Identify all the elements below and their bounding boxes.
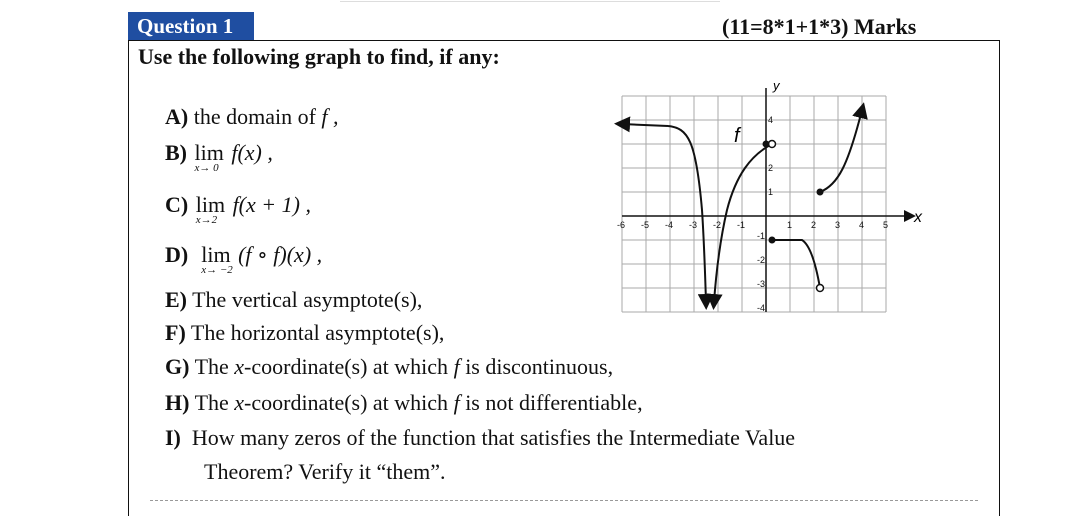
x-tick-label: -6 <box>617 220 626 230</box>
function-label: f <box>734 125 740 147</box>
function-graph <box>606 80 926 330</box>
item-b: B) lim x→ 0 f(x) , <box>165 140 273 174</box>
x-tick-label: 3 <box>835 220 841 230</box>
x-tick-label: -2 <box>713 220 722 230</box>
item-g: G) The x-coordinate(s) at which f is discontinuous, <box>165 354 614 379</box>
y-tick-label: 4 <box>768 115 774 125</box>
item-f: F) The horizontal asymptote(s), <box>165 320 445 345</box>
item-i: I) How many zeros of the function that satisfies the Intermediate Value <box>165 425 796 450</box>
x-tick-label: 1 <box>787 220 793 230</box>
grid <box>622 96 889 312</box>
x-tick-label: 4 <box>859 220 865 230</box>
curve-left-branch <box>668 126 706 302</box>
closed-point <box>763 141 770 148</box>
open-point <box>817 285 824 292</box>
item-h: H) The x-coordinate(s) at which f is not differentiable, <box>165 390 643 415</box>
bottom-rule <box>150 500 978 501</box>
curve-right-branch <box>820 110 862 192</box>
closed-point <box>817 189 824 196</box>
x-tick-label: -3 <box>689 220 698 230</box>
item-c: C) lim x→2 f(x + 1) , <box>165 192 311 226</box>
x-tick-label: -1 <box>737 220 746 230</box>
x-tick-label: -4 <box>665 220 674 230</box>
y-axis-label: y <box>773 80 780 93</box>
marks-label: (11=8*1+1*3) Marks <box>722 14 917 39</box>
closed-point <box>769 237 776 244</box>
question-badge: Question 1 <box>128 12 254 40</box>
item-a: A) the domain of f , <box>165 104 339 129</box>
item-d: D) lim x→ −2 (f ∘ f)(x) , <box>165 242 323 276</box>
y-tick-label: -1 <box>757 231 766 241</box>
y-tick-label: -2 <box>757 255 766 265</box>
y-tick-label: 1 <box>768 187 774 197</box>
instruction: Use the following graph to find, if any: <box>138 44 500 69</box>
item-i-line2: Theorem? Verify it “them”. <box>204 459 446 484</box>
curve-left-branch-start <box>622 124 668 126</box>
top-rule <box>340 1 720 2</box>
y-tick-label: 2 <box>768 163 774 173</box>
x-axis-label: x <box>914 209 922 226</box>
y-tick-label: -3 <box>757 279 766 289</box>
x-tick-label: 2 <box>811 220 817 230</box>
x-tick-label: 5 <box>883 220 889 230</box>
item-e: E) The vertical asymptote(s), <box>165 287 423 312</box>
open-point <box>769 141 776 148</box>
y-tick-label: -4 <box>757 303 766 313</box>
x-tick-label: -5 <box>641 220 650 230</box>
